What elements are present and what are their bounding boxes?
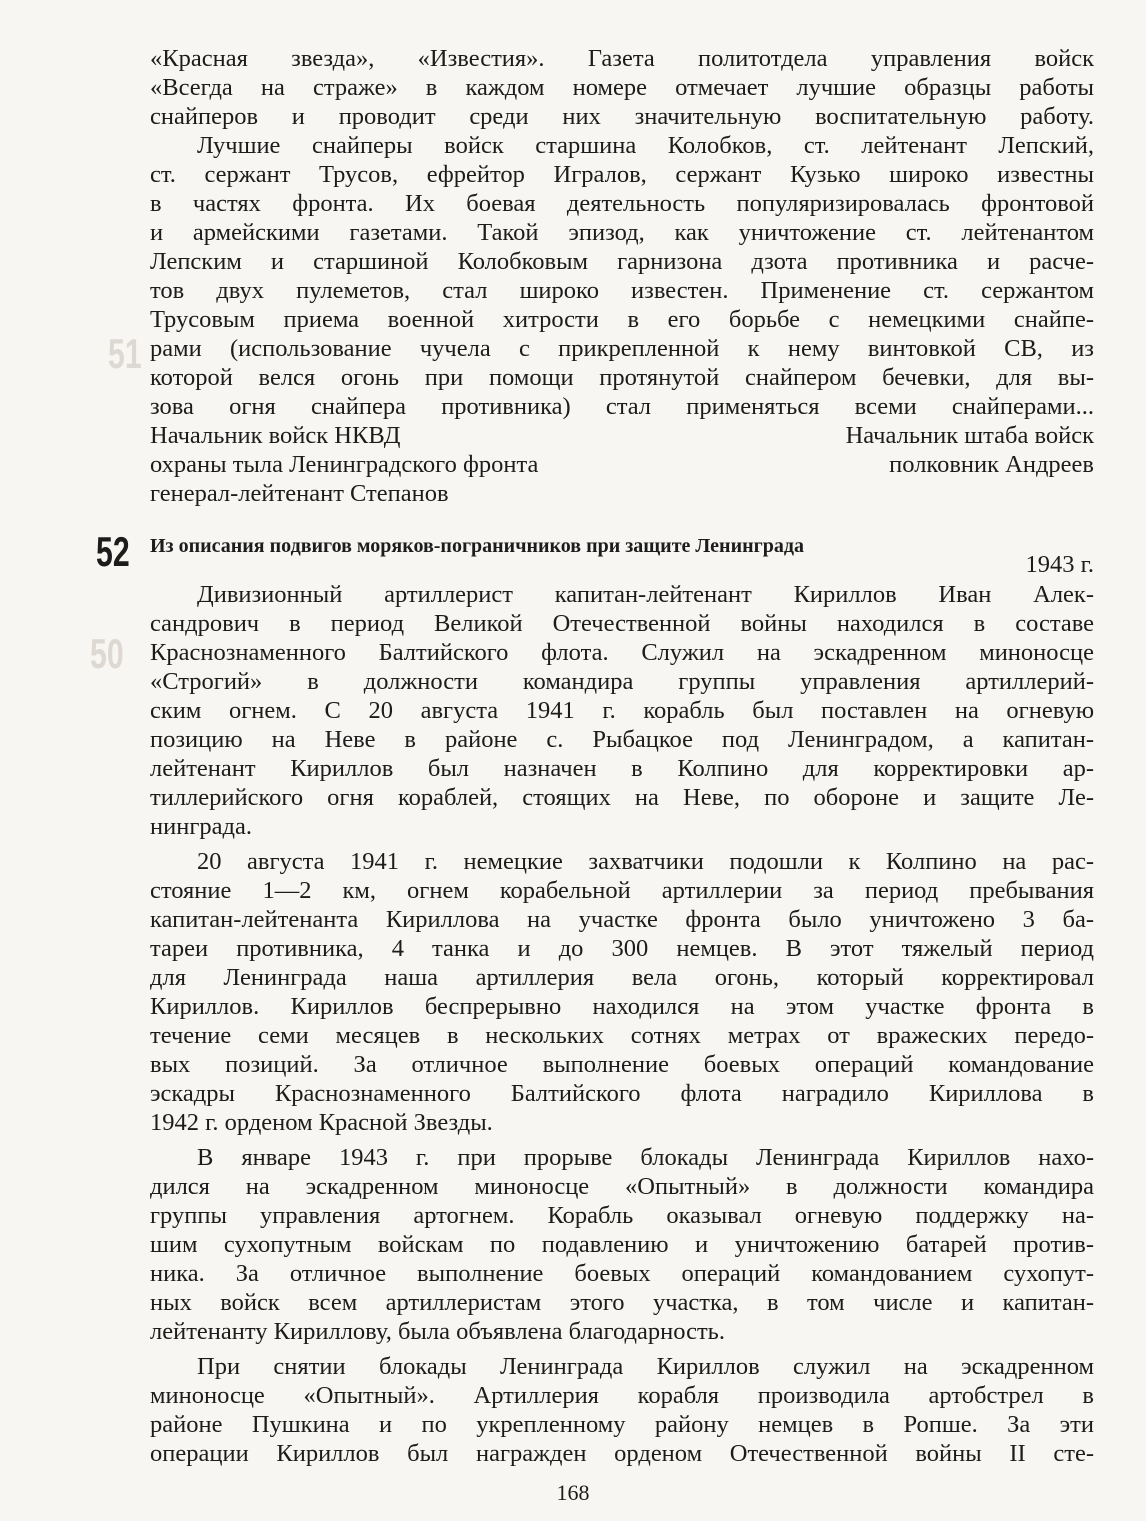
text-line: тов двух пулеметов, стал широко известен. Применение ст. сержантом	[150, 277, 1094, 304]
text-line: миноносце «Опытный». Артиллерия корабля производила артобстрел в	[150, 1382, 1094, 1409]
text-line: районе Пушкина и по укрепленному району немцев в Ропше. За эти	[150, 1411, 1094, 1438]
text-line: эскадры Краснознаменного Балтийского флота наградило Кириллова в	[150, 1080, 1094, 1107]
text-line: нинграда.	[150, 813, 252, 840]
page-number: 168	[556, 1480, 590, 1505]
text-line: «Всегда на страже» в каждом номере отмечает лучшие образцы работы	[150, 74, 1094, 101]
signature-left-line: Начальник войск НКВД	[150, 422, 401, 449]
text-line: Кириллов. Кириллов беспрерывно находился на этом участке фронта в	[150, 993, 1094, 1020]
signature-right-line: полковник Андреев	[889, 451, 1094, 478]
signature-left-line: охраны тыла Ленинградского фронта	[150, 451, 539, 478]
text-line: зова огня снайпера противника) стал применяться всеми снайперами...	[150, 393, 1094, 420]
text-line: ника. За отличное выполнение боевых операций командованием сухопут-	[150, 1260, 1094, 1287]
text-line: сандрович в период Великой Отечественной войны находился в составе	[150, 610, 1094, 637]
bleed-through-mark: 51	[108, 330, 142, 377]
text-line: позицию на Неве в районе с. Рыбацкое под Ленинградом, а капитан-	[150, 726, 1094, 753]
text-line: «Красная звезда», «Известия». Газета политотдела управления войск	[150, 45, 1094, 72]
text-line: ных войск всем артиллеристам этого участка, в том числе и капитан-	[150, 1289, 1094, 1316]
text-line: дился на эскадренном миноносце «Опытный» в должности командира	[150, 1173, 1094, 1200]
text-line: шим сухопутным войскам по подавлению и уничтожению батарей против-	[150, 1231, 1094, 1258]
text-line: снайперов и проводит среди них значительную воспитательную работу.	[150, 103, 1094, 130]
document-date: 1943 г.	[1025, 551, 1094, 578]
text-line: рами (использование чучела с прикрепленной к нему винтовкой СВ, из	[150, 335, 1094, 362]
text-line: Краснознаменного Балтийского флота. Служил на эскадренном миноносце	[150, 639, 1094, 666]
text-line: и армейскими газетами. Такой эпизод, как уничтожение ст. лейтенантом	[150, 219, 1094, 246]
text-line: «Строгий» в должности командира группы управления артиллерий-	[150, 668, 1094, 695]
document-title: Из описания подвигов моряков-пограничников при защите Ленинграда	[150, 535, 804, 557]
text-line: в частях фронта. Их боевая деятельность популяризировалась фронтовой	[150, 190, 1094, 217]
signature-left-line: генерал-лейтенант Степанов	[150, 480, 449, 507]
text-line: 1942 г. орденом Красной Звезды.	[150, 1109, 493, 1136]
bleed-through-mark: 50	[90, 630, 124, 677]
text-line: операции Кириллов был награжден орденом Отечественной войны II сте-	[150, 1440, 1094, 1467]
text-line: При снятии блокады Ленинграда Кириллов служил на эскадренном	[197, 1353, 1094, 1380]
text-line: тареи противника, 4 танка и до 300 немцев. В этот тяжелый период	[150, 935, 1094, 962]
text-line: капитан-лейтенанта Кириллова на участке фронта было уничтожено 3 ба-	[150, 906, 1094, 933]
text-line: лейтенант Кириллов был назначен в Колпино для корректировки ар-	[150, 755, 1094, 782]
text-line: 20 августа 1941 г. немецкие захватчики подошли к Колпино на рас-	[197, 848, 1094, 875]
text-line: тиллерийского огня кораблей, стоящих на Неве, по обороне и защите Ле-	[150, 784, 1094, 811]
text-line: для Ленинграда наша артиллерия вела огонь, который корректировал	[150, 964, 1094, 991]
text-line: группы управления артогнем. Корабль оказывал огневую поддержку на-	[150, 1202, 1094, 1229]
text-line: стояние 1—2 км, огнем корабельной артиллерии за период пребывания	[150, 877, 1094, 904]
text-line: В январе 1943 г. при прорыве блокады Ленинграда Кириллов нахо-	[197, 1144, 1094, 1171]
text-line: лейтенанту Кириллову, была объявлена благодарность.	[150, 1318, 725, 1345]
signature-right-line: Начальник штаба войск	[845, 422, 1094, 449]
document-number: 52	[96, 528, 130, 575]
text-line: ст. сержант Трусов, ефрейтор Игралов, сержант Кузько широко известны	[150, 161, 1094, 188]
text-line: ским огнем. С 20 августа 1941 г. корабль был поставлен на огневую	[150, 697, 1094, 724]
text-line: Лучшие снайперы войск старшина Колобков, ст. лейтенант Лепский,	[197, 132, 1094, 159]
text-line: Лепским и старшиной Колобковым гарнизона дзота противника и расче-	[150, 248, 1094, 275]
text-line: вых позиций. За отличное выполнение боевых операций командование	[150, 1051, 1094, 1078]
text-line: течение семи месяцев в нескольких сотнях метрах от вражеских передо-	[150, 1022, 1094, 1049]
text-line: Дивизионный артиллерист капитан-лейтенант Кириллов Иван Алек-	[197, 581, 1094, 608]
text-line: которой велся огонь при помощи протянутой снайпером бечевки, для вы-	[150, 364, 1094, 391]
text-line: Трусовым приема военной хитрости в его борьбе с немецкими снайпе-	[150, 306, 1094, 333]
